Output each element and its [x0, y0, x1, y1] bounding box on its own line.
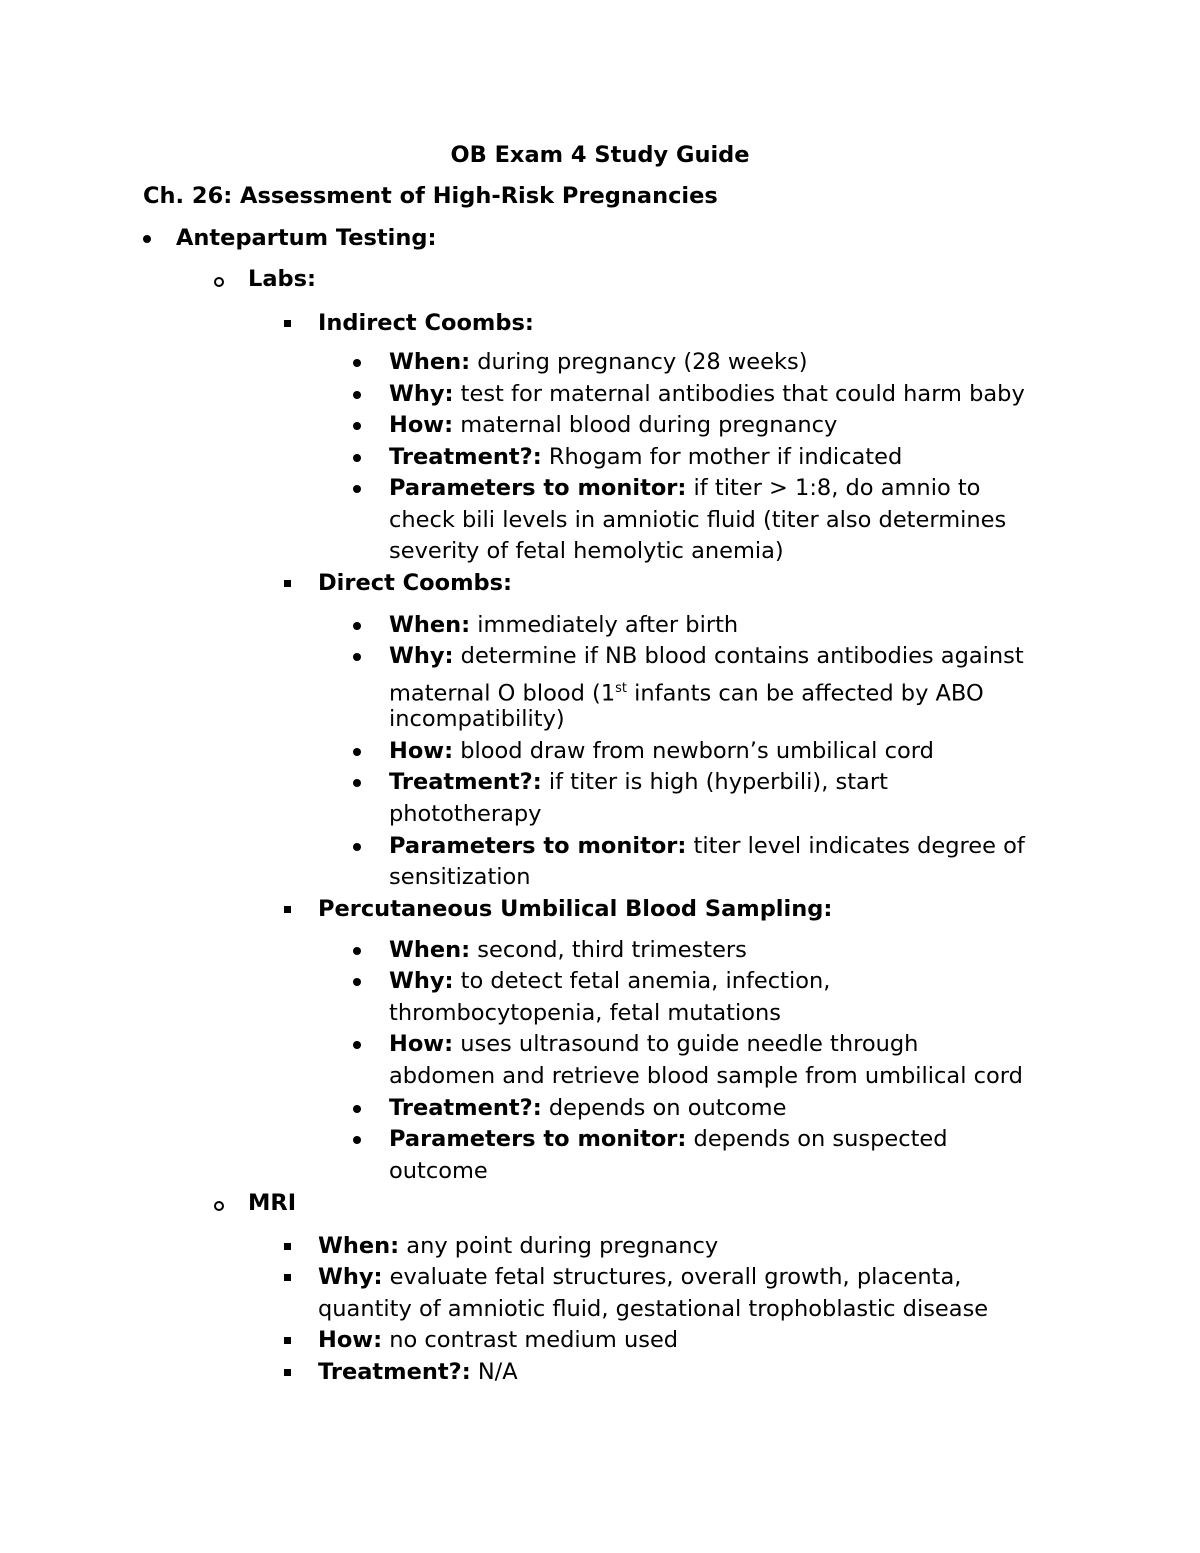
list-item: Parameters to monitor: depends on suspected	[389, 1126, 948, 1152]
indirect-coombs-heading: Indirect Coombs:	[318, 310, 534, 336]
chapter-heading: Ch. 26: Assessment of High-Risk Pregnancies	[143, 183, 718, 209]
list-item-continuation: severity of fetal hemolytic anemia)	[389, 538, 784, 564]
list-item: How: blood draw from newborn’s umbilical cord	[389, 738, 934, 764]
list-item: When: any point during pregnancy	[318, 1233, 719, 1259]
list-item-continuation: sensitization	[389, 864, 531, 890]
pubs-heading: Percutaneous Umbilical Blood Sampling:	[318, 896, 833, 922]
list-item: Treatment?: if titer is high (hyperbili), start	[389, 769, 888, 795]
list-item: Treatment?: N/A	[318, 1359, 518, 1385]
list-item: Parameters to monitor: titer level indicates degree of	[389, 833, 1025, 859]
list-item-continuation: quantity of amniotic fluid, gestational trophoblastic disease	[318, 1296, 989, 1322]
list-item: Why: to detect fetal anemia, infection,	[389, 968, 831, 994]
list-item: Why: test for maternal antibodies that could harm baby	[389, 381, 1025, 407]
direct-coombs-heading: Direct Coombs:	[318, 570, 513, 596]
list-item: How: maternal blood during pregnancy	[389, 412, 838, 438]
list-item: How: uses ultrasound to guide needle through	[389, 1031, 919, 1057]
list-item: Parameters to monitor: if titer > 1:8, do amnio to	[389, 475, 981, 501]
list-item-continuation: thrombocytopenia, fetal mutations	[389, 1000, 781, 1026]
list-item: When: second, third trimesters	[389, 937, 747, 963]
mri-heading: MRI	[248, 1190, 297, 1216]
list-item: Why: evaluate fetal structures, overall growth, placenta,	[318, 1264, 962, 1290]
list-item: Why: determine if NB blood contains antibodies against	[389, 643, 1024, 669]
document-title: OB Exam 4 Study Guide	[450, 142, 750, 168]
list-item-continuation: incompatibility)	[389, 706, 565, 732]
list-item-continuation: outcome	[389, 1158, 488, 1184]
labs-heading: Labs:	[248, 266, 317, 292]
list-item-continuation: maternal O blood (1st infants can be affected by ABO	[389, 680, 984, 707]
list-item-continuation: abdomen and retrieve blood sample from umbilical cord	[389, 1063, 1023, 1089]
list-item-continuation: check bili levels in amniotic fluid (titer also determines	[389, 507, 1007, 533]
list-item: When: during pregnancy (28 weeks)	[389, 349, 808, 375]
list-item: Treatment?: Rhogam for mother if indicated	[389, 444, 903, 470]
antepartum-heading: Antepartum Testing:	[176, 225, 437, 251]
list-item: How: no contrast medium used	[318, 1327, 679, 1353]
list-item: When: immediately after birth	[389, 612, 739, 638]
list-item: Treatment?: depends on outcome	[389, 1095, 787, 1121]
list-item-continuation: phototherapy	[389, 801, 542, 827]
